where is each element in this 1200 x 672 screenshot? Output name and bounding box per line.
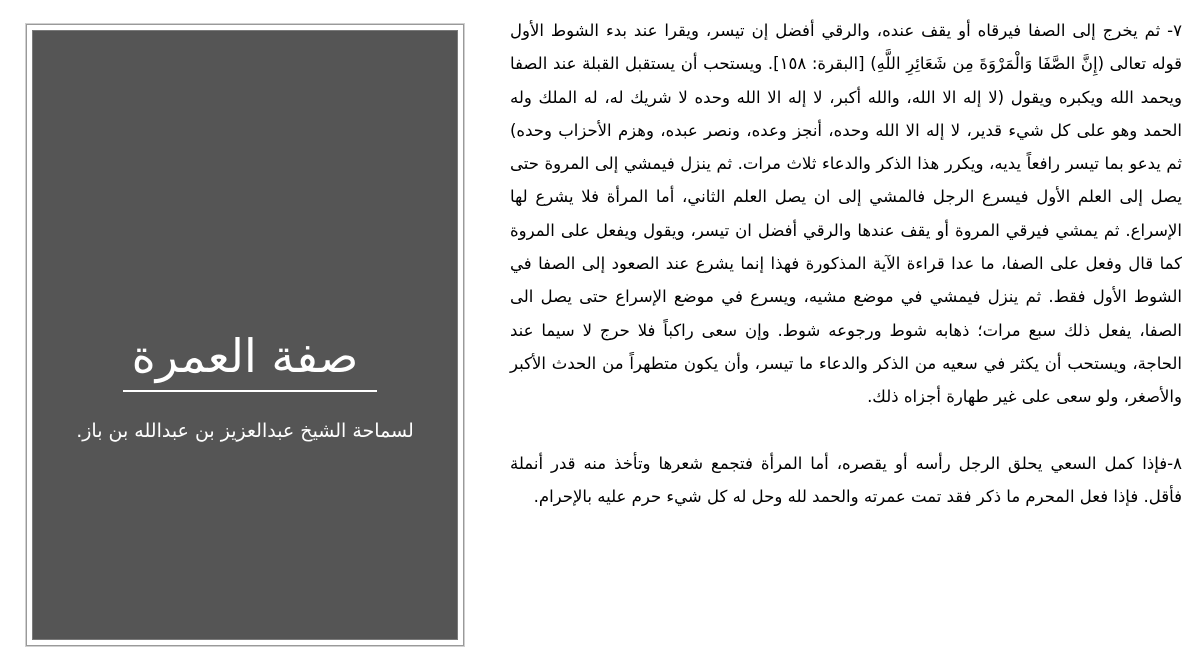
- cover-divider: [123, 390, 377, 392]
- cover-title: صفة العمرة: [131, 329, 359, 383]
- paragraph-step-7: ٧- ثم يخرج إلى الصفا فيرقاه أو يقف عنده، والرقي أفضل إن تيسر، ويقرا عند بدء الشوط الأول قوله تعالى (إِنَّ الصَّفَا وَالْمَرْوَةَ مِن شَعَائِرِ اللَّهِ) [البقرة: ١٥٨]. ويستحب أن يستقبل القبلة عند الصفا ويحمد الله ويكبره ويقول (لا إله الا الله، والله أكبر، لا إله الا الله وحده لا شريك له، له الملك وله الحمد وهو على كل شيء قدير، لا إله الا الله وحده، أنجز وعده، ونصر عبده، وهزم الأحزاب وحده) ثم يدعو بما تيسر رافعاً يديه، ويكرر هذا الذكر والدعاء ثلاث مرات. ثم ينزل فيمشي إلى المروة حتى يصل إلى العلم الأول فيسرع الرجل فالمشي إلى ان يصل العلم الثاني، أما المرأة فلا يشرع لها الإسراع. ثم يمشي فيرقي المروة أو يقف عندها والرقي أفضل ان تيسر، ويقول ويفعل على المروة كما قال وفعل على الصفا، ما عدا قراءة الآية المذكورة فهذا إنما يشرع عند الصعود إلى الصفا في الشوط الأول فقط. ثم ينزل فيمشي في موضع مشيه، ويسرع في موضع الإسراع حتى يصل الى الصفا، يفعل ذلك سبع مرات؛ ذهابه شوط ورجوعه شوط. وإن سعى راكباً فلا حرج لا سيما عند الحاجة، ويستحب أن يكثر في سعيه من الذكر والدعاء ما تيسر، وأن يكون متطهراً من الحدث الأكبر والأصغر، ولو سعى على غير طهارة أجزاه ذلك.: [510, 21, 1182, 407]
- cover-panel: [26, 24, 464, 646]
- cover-author: لسماحة الشيخ عبدالعزيز بن عبدالله بن باز.: [76, 420, 414, 442]
- cover-background: [32, 30, 458, 640]
- paragraph-step-8: ٨-فإذا كمل السعي يحلق الرجل رأسه أو يقصره، أما المرأة فتجمع شعرها وتأخذ منه قدر أنملة فأقل. فإذا فعل المحرم ما ذكر فقد تمت عمرته والحمد لله وحل له كل شيء حرم عليه بالإحرام.: [510, 453, 1182, 506]
- body-text: [510, 14, 1182, 513]
